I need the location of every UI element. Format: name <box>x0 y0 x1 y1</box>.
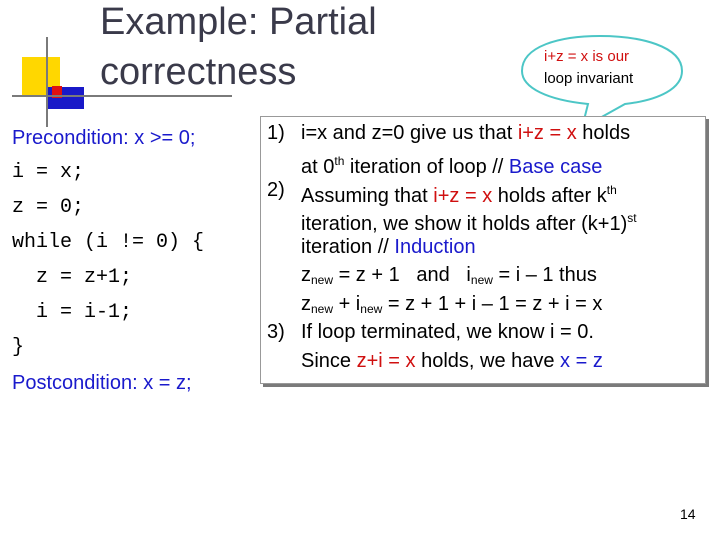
item1-line1: i=x and z=0 give us that i+z = x holds <box>301 122 631 144</box>
code-line-4: z = z+1; <box>12 266 133 289</box>
postcondition: Postcondition: x = z; <box>12 372 192 394</box>
item2-number: 2) <box>267 179 285 201</box>
item2-line5: $z_{new} + i_{new} = z + 1 + i - 1 = z + i = x$ <box>301 293 603 316</box>
page-number: 14 <box>680 506 696 522</box>
item3-line2: Since z+i = x holds, we have x = z <box>301 350 603 372</box>
code-line-5: i = i-1; <box>12 301 133 324</box>
code-line-2: z = 0; <box>12 196 85 219</box>
item2-line3: iteration // Induction <box>301 236 476 258</box>
callout-line1 <box>544 48 629 66</box>
code-line-1: i = x; <box>12 161 85 184</box>
callout-line2: loop invariant <box>544 70 634 87</box>
item1-line2: at 0th iteration of loop // Base case <box>301 154 603 178</box>
slide-title-line1: Example: Partial <box>100 1 377 43</box>
slide-title-line2: correctness <box>100 51 297 93</box>
item2-line4: $z_{new} = z + 1$ and $i_{new} = i - 1$ thus <box>301 264 597 287</box>
item3-number: 3) <box>267 321 285 343</box>
code-line-3: while (i != 0) { <box>12 231 205 254</box>
proof-box <box>260 116 706 384</box>
item3-line1: If loop terminated, we know i = 0. <box>301 321 594 343</box>
callout-text-1: i+z = x is our <box>544 48 630 65</box>
code-line-6: } <box>12 336 25 359</box>
item1-number: 1) <box>267 122 285 144</box>
item2-line1: Assuming that i+z = x holds after $k^{th}$ <box>301 183 617 207</box>
precondition: Precondition: x >= 0; <box>12 127 196 149</box>
item2-line2: iteration, we show it holds after $(k+1)^{st}$ <box>301 211 637 235</box>
